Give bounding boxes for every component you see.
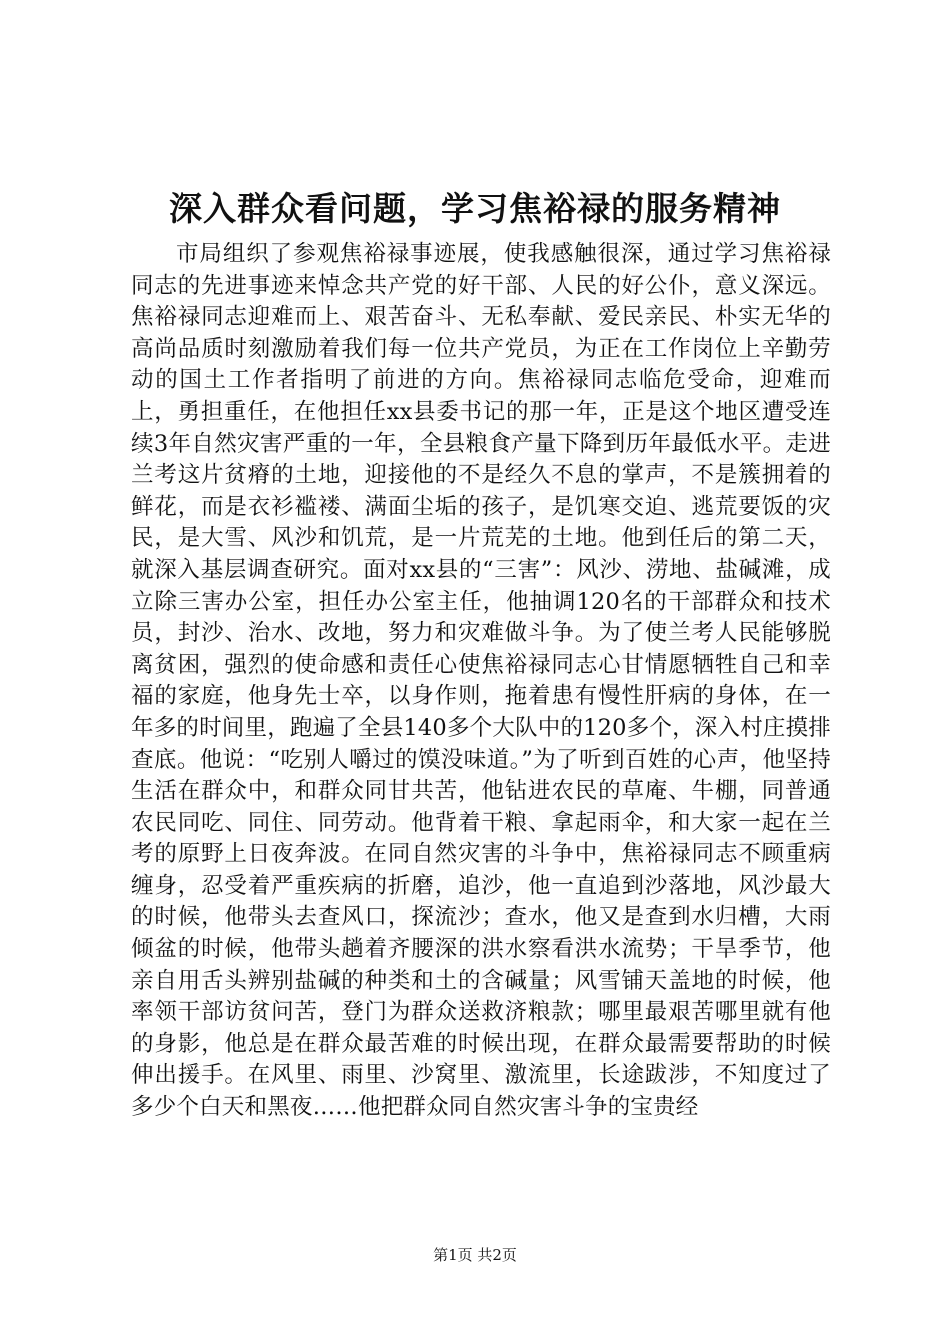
body-paragraph: 市局组织了参观焦裕禄事迹展，使我感触很深，通过学习焦裕禄同志的先进事迹来悼念共产党的好干部、人民的好公仆，意义深远。焦裕禄同志迎难而上、艰苦奋斗、无私奉献、爱民亲民、朴实无华的高尚品质时刻激励着我们每一位共产党员，为正在工作岗位上辛勤劳动的国土工作者指明了前进的方向。焦裕禄同志临危受命，迎难而上，勇担重任，在他担任xx县委书记的那一年，正是这个地区遭受连续3年自然灾害严重的一年，全县粮食产量下降到历年最低水平。走进兰考这片贫瘠的土地，迎接他的不是经久不息的掌声，不是簇拥着的鲜花，而是衣衫褴褛、满面尘垢的孩子，是饥寒交迫、逃荒要饭的灾民，是大雪、风沙和饥荒，是一片荒芜的土地。他到任后的第二天，就深入基层调查研究。面对xx县的“三害”：风沙、涝地、盐碱滩，成立除三害办公室，担任办公室主任，他抽调120名的干部群众和技术员，封沙、治水、改地，努力和灾难做斗争。为了使兰考人民能够脱离贫困，强烈的使命感和责任心使焦裕禄同志心甘情愿牺牲自己和幸福的家庭，他身先士卒，以身作则，拖着患有慢性肝病的身体，在一年多的时间里，跑遍了全县140多个大队中的120多个，深入村庄摸排查底。他说：“吃别人嚼过的馍没味道。”为了听到百姓的心声，他坚持生活在群众中，和群众同甘共苦，他钻进农民的草庵、牛棚，同普通农民同吃、同住、同劳动。他背着干粮、拿起雨伞，和大家一起在兰考的原野上日夜奔波。在同自然灾害的斗争中，焦裕禄同志不顾重病缠身，忍受着严重疾病的折磨，追沙，他一直追到沙落地，风沙最大的时候，他带头去查风口，探流沙；查水，他又是查到水归槽，大雨倾盆的时候，他带头趟着齐腰深的洪水察看洪水流势；干旱季节，他亲自用舌头辨别盐碱的种类和土的含碱量；风雪铺天盖地的时候，他率领干部访贫问苦，登门为群众送救济粮款；哪里最艰苦哪里就有他的身影，他总是在群众最苦难的时候出现，在群众最需要帮助的时候伸出援手。在风里、雨里、沙窝里、激流里，长途跋涉，不知度过了多少个白天和黑夜……他把群众同自然灾害斗争的宝贵经 [131, 241, 831, 1121]
document-title: 深入群众看问题，学习焦裕禄的服务精神 [169, 189, 781, 228]
page-number-footer: 第1页 共2页 [433, 1246, 517, 1264]
